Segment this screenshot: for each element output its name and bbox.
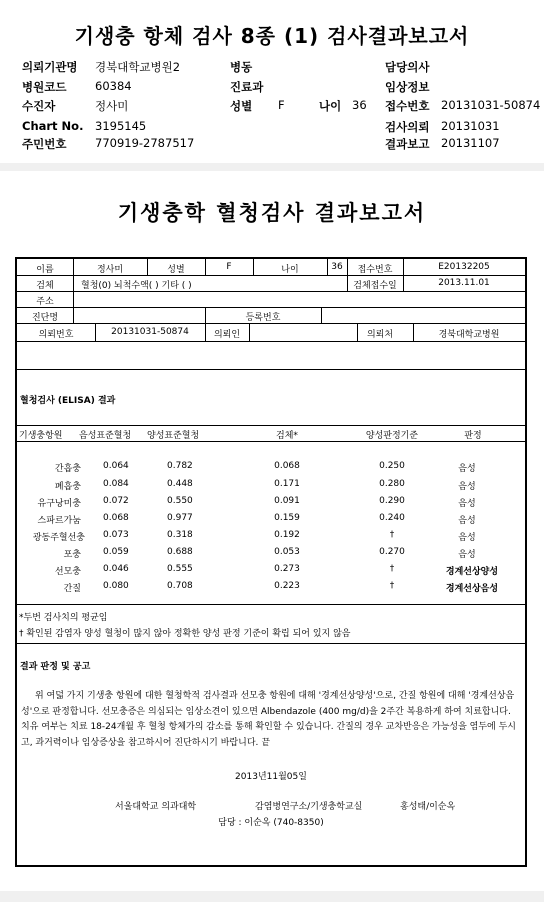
- info-request-no: 20131031-50874: [111, 327, 189, 337]
- report-title: 기생충학 혈청검사 결과보고서: [117, 200, 427, 225]
- info-specimen-date: 2013.11.01: [438, 278, 490, 288]
- info-sex-label: 성별: [167, 265, 185, 275]
- positive-value: 0.708: [167, 581, 193, 591]
- cutoff-value: 0.280: [379, 479, 405, 489]
- col-cutoff: 양성판정기준: [365, 431, 419, 441]
- value-sex: F: [278, 98, 285, 112]
- antigen-name: 간흡충: [54, 464, 81, 474]
- negative-value: 0.072: [103, 496, 129, 506]
- info-specimen-date-label: 검체접수일: [353, 281, 397, 291]
- info-sex: F: [226, 262, 232, 272]
- label-hospital-code: 병원코드: [22, 80, 67, 94]
- value-hospital-code: 60384: [95, 79, 132, 93]
- positive-value: 0.550: [167, 496, 193, 506]
- cutoff-value: †: [389, 564, 395, 574]
- info-request-org: 경북대학교병원: [438, 330, 500, 340]
- negative-value: 0.073: [103, 530, 129, 540]
- judgement: 경계선상음성: [445, 584, 499, 594]
- specimen-value: 0.192: [274, 530, 300, 540]
- report-signers: 홍성태/이순옥: [400, 802, 456, 812]
- label-resident-no: 주민번호: [22, 137, 67, 151]
- info-receipt: E20132205: [438, 262, 490, 272]
- col-antigen: 기생충항원: [19, 431, 63, 441]
- judgement: 음성: [458, 516, 476, 526]
- antigen-name: 스파르가눔: [37, 516, 81, 526]
- report-contact: 담당 : 이순옥 (740-8350): [218, 818, 324, 828]
- positive-value: 0.555: [167, 564, 193, 574]
- antigen-name: 광동주혈선충: [32, 533, 85, 543]
- col-positive-control: 양성표준혈청: [147, 431, 200, 441]
- report-org: 서울대학교 의과대학: [115, 802, 197, 812]
- info-name-label: 이름: [36, 265, 54, 275]
- info-request-no-label: 의뢰번호: [38, 330, 74, 340]
- elisa-section-title: 혈청검사 (ELISA) 결과: [20, 396, 116, 406]
- label-patient: 수진자: [22, 99, 56, 113]
- info-register-label: 등록번호: [245, 313, 281, 323]
- value-request-date: 20131031: [441, 119, 500, 133]
- info-address-label: 주소: [36, 297, 54, 307]
- judgement: 음성: [458, 499, 476, 509]
- label-ward: 병동: [230, 60, 253, 74]
- specimen-value: 0.159: [274, 513, 300, 523]
- specimen-value: 0.091: [274, 496, 300, 506]
- specimen-value: 0.068: [274, 461, 300, 471]
- info-age: 36: [331, 262, 343, 272]
- negative-value: 0.059: [103, 547, 129, 557]
- positive-value: 0.318: [167, 530, 193, 540]
- negative-value: 0.068: [103, 513, 129, 523]
- negative-value: 0.046: [103, 564, 129, 574]
- antigen-name: 폐흡충: [54, 482, 81, 492]
- info-diagnosis-label: 진단명: [31, 313, 59, 323]
- cutoff-value: †: [389, 530, 395, 540]
- value-patient: 정사미: [95, 99, 129, 113]
- value-requesting-org: 경북대학교병원2: [95, 60, 181, 74]
- positive-value: 0.782: [167, 461, 193, 471]
- cutoff-value: †: [389, 581, 395, 591]
- specimen-value: 0.171: [274, 479, 300, 489]
- positive-value: 0.448: [167, 479, 193, 489]
- label-request-date: 검사의뢰: [385, 120, 430, 134]
- value-chart-no: 3195145: [95, 119, 147, 133]
- info-requester-label: 의뢰인: [213, 330, 241, 340]
- cutoff-value: 0.270: [379, 547, 405, 557]
- negative-value: 0.084: [103, 479, 129, 489]
- positive-value: 0.688: [167, 547, 193, 557]
- label-receipt-no: 접수번호: [385, 99, 430, 113]
- report-date: 2013년11월05일: [235, 772, 307, 782]
- positive-value: 0.977: [167, 513, 193, 523]
- report-lab: 감염병연구소/기생충학교실: [255, 802, 363, 812]
- note-average: *두번 검사치의 평균임: [19, 613, 108, 623]
- col-judgement: 판정: [464, 431, 482, 441]
- value-resident-no: 770919-2787517: [95, 136, 195, 150]
- antigen-name: 간질: [63, 584, 81, 594]
- col-negative-control: 음성표준혈청: [79, 431, 132, 441]
- label-chart-no: Chart No.: [22, 119, 84, 133]
- col-specimen: 검체*: [276, 431, 298, 441]
- section-divider: [0, 163, 544, 171]
- label-doctor: 담당의사: [385, 60, 430, 74]
- note-dagger: † 확인된 감염자 양성 혈청이 많지 않아 정확한 양성 판정 기준이 확립 되어 있지 않음: [19, 629, 351, 639]
- judgement: 경계선상양성: [445, 567, 499, 577]
- specimen-value: 0.053: [274, 547, 300, 557]
- judgement: 음성: [458, 550, 476, 560]
- info-specimen-label: 검체: [36, 281, 54, 291]
- result-header: [0, 0, 544, 163]
- cutoff-value: 0.290: [379, 496, 405, 506]
- cutoff-value: 0.240: [379, 513, 405, 523]
- label-sex: 성별: [230, 99, 253, 113]
- conclusion-title: 결과 판정 및 공고: [20, 662, 91, 672]
- specimen-value: 0.223: [274, 581, 300, 591]
- label-clinical-info: 임상정보: [385, 80, 430, 94]
- antigen-name: 유구낭미충: [37, 499, 81, 509]
- negative-value: 0.080: [103, 581, 129, 591]
- judgement: 음성: [458, 464, 476, 474]
- conclusion-text: 위 여덟 가지 기생충 항원에 대한 혈청학적 검사결과 선모충 항원에 대해 '경계선상양성'으로, 간질 항원에 대해 '경계선상음성'으로 판정합니다. 선모충증은 의심되는 임상소견이 있으면 Albendazole (400 mg/d)을 2주간 복용하게 하여 치료합니다. 치유 여부는 치료 18-24개월 후 혈청 항체가의 감소를 통해 확인할 수 있습니다. 간질의 경우 교차반응은 가능성을 염두에 두시고, 과거력이나 임상증상을 참고하시어 진단하시기 바랍니다. 끝: [21, 691, 516, 748]
- label-department: 진료과: [230, 80, 264, 94]
- judgement: 음성: [458, 482, 476, 492]
- label-report-date: 결과보고: [385, 137, 430, 151]
- value-report-date: 20131107: [441, 136, 500, 150]
- info-specimen: 혈청(0) 뇌척수액( ) 기타 ( ): [81, 281, 192, 291]
- label-requesting-org: 의뢰기관명: [22, 60, 78, 74]
- judgement: 음성: [458, 533, 476, 543]
- antigen-name: 포충: [63, 550, 81, 560]
- header-title: 기생충 항체 검사 8종 (1) 검사결과보고서: [74, 24, 470, 48]
- value-age: 36: [352, 98, 367, 112]
- info-name: 정사미: [96, 265, 124, 275]
- serology-report: [0, 171, 544, 891]
- info-request-org-label: 의뢰처: [366, 330, 394, 340]
- negative-value: 0.064: [103, 461, 129, 471]
- antigen-name: 선모충: [54, 567, 81, 577]
- info-receipt-label: 접수번호: [357, 265, 393, 275]
- value-receipt-no: 20131031-50874: [441, 98, 541, 112]
- label-age: 나이: [319, 99, 342, 113]
- info-age-label: 나이: [281, 265, 299, 275]
- page-bottom: [0, 891, 544, 902]
- specimen-value: 0.273: [274, 564, 300, 574]
- report-frame: [15, 257, 527, 867]
- cutoff-value: 0.250: [379, 461, 405, 471]
